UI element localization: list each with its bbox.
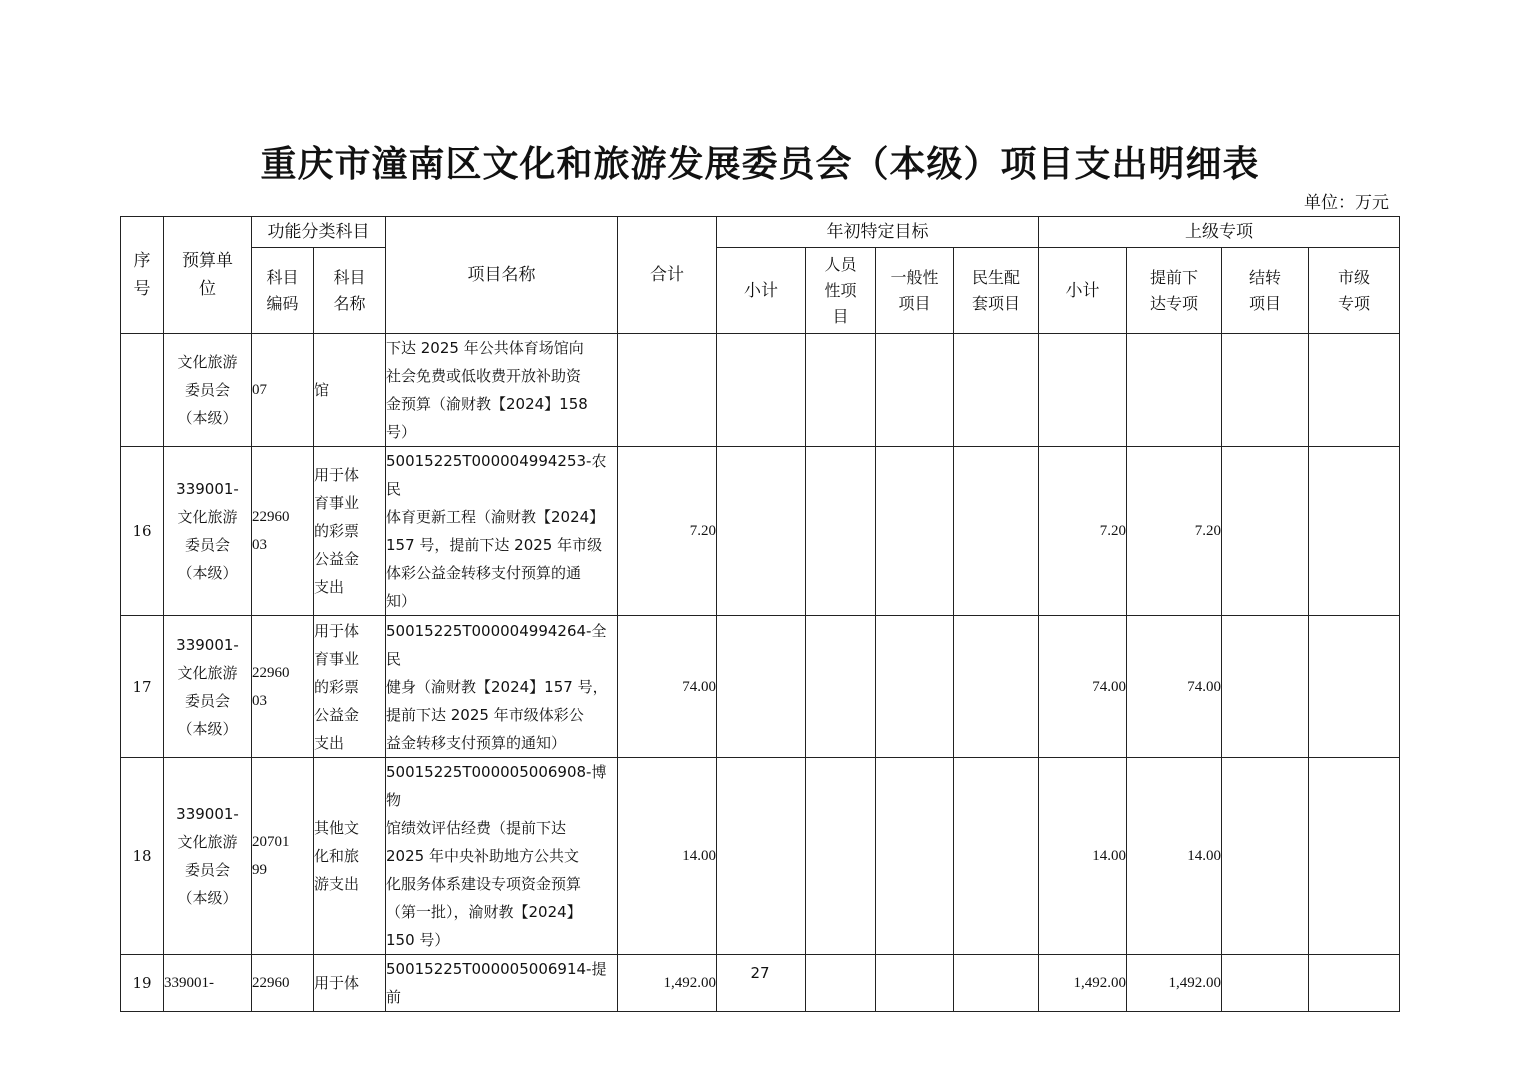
header-livelihood: 民生配 套项目 [954,248,1039,334]
header-row-2 [121,248,1400,334]
cell-superior-subtotal: 1,492.00 [1039,955,1127,1012]
cell-category: 其他文 化和旅 游支出 [314,758,386,955]
cell-carryover [1222,447,1309,616]
header-project-name: 项目名称 [386,217,618,334]
table-row [121,447,1400,616]
header-city: 市级 专项 [1309,248,1400,334]
cell-unit: 文化旅游 委员会 （本级） [164,334,252,447]
cell-personnel [806,758,876,955]
cell-advance [1127,334,1222,447]
cell-seq: 19 [121,955,164,1012]
header-total: 合计 [618,217,717,334]
header-seq: 序 号 [121,217,164,334]
cell-advance: 74.00 [1127,616,1222,758]
table-row [121,616,1400,758]
cell-code: 22960 03 [252,616,314,758]
cell-seq [121,334,164,447]
cell-seq: 18 [121,758,164,955]
cell-superior-subtotal [1039,334,1127,447]
cell-unit: 339001- [164,955,252,1012]
cell-personnel [806,334,876,447]
cell-category: 用于体 育事业 的彩票 公益金 支出 [314,616,386,758]
cell-general [876,616,954,758]
cell-annual-subtotal [717,334,806,447]
cell-code: 22960 03 [252,447,314,616]
header-function-group: 功能分类科目 [252,217,386,248]
cell-advance: 1,492.00 [1127,955,1222,1012]
cell-unit: 339001- 文化旅游 委员会 （本级） [164,447,252,616]
cell-advance: 7.20 [1127,447,1222,616]
cell-code: 20701 99 [252,758,314,955]
cell-unit: 339001- 文化旅游 委员会 （本级） [164,616,252,758]
cell-carryover [1222,616,1309,758]
cell-general [876,758,954,955]
header-advance: 提前下 达专项 [1127,248,1222,334]
cell-city [1309,334,1400,447]
page-title: 重庆市潼南区文化和旅游发展委员会（本级）项目支出明细表 [260,144,1260,185]
cell-total [618,334,717,447]
cell-livelihood [954,447,1039,616]
table-row [121,334,1400,447]
cell-city [1309,758,1400,955]
cell-advance: 14.00 [1127,758,1222,955]
cell-unit: 339001- 文化旅游 委员会 （本级） [164,758,252,955]
header-subject-name: 科目 名称 [314,248,386,334]
cell-superior-subtotal: 7.20 [1039,447,1127,616]
cell-total: 74.00 [618,616,717,758]
cell-code: 07 [252,334,314,447]
cell-carryover [1222,334,1309,447]
cell-seq: 17 [121,616,164,758]
cell-personnel [806,447,876,616]
cell-carryover [1222,758,1309,955]
header-row-1 [121,217,1400,248]
cell-city [1309,616,1400,758]
cell-livelihood [954,758,1039,955]
table-row [121,758,1400,955]
header-superior-group: 上级专项 [1039,217,1400,248]
header-unit: 预算单 位 [164,217,252,334]
cell-project: 50015225T000005006914-提前 [386,955,618,1012]
cell-category: 用于体 [314,955,386,1012]
header-subject-code: 科目 编码 [252,248,314,334]
header-annual-group: 年初特定目标 [717,217,1039,248]
cell-seq: 16 [121,447,164,616]
cell-annual-subtotal [717,616,806,758]
cell-code: 22960 [252,955,314,1012]
cell-annual-subtotal [717,447,806,616]
cell-total: 7.20 [618,447,717,616]
unit-label: 单位：万元 [1304,193,1389,213]
page-number: 27 [750,964,770,982]
cell-project: 50015225T000005006908-博物 馆绩效评估经费（提前下达 2025 年中央补助地方公共文 化服务体系建设专项资金预算 （第一批），渝财教【2024】 150 号） [386,758,618,955]
header-personnel: 人员 性项 目 [806,248,876,334]
cell-superior-subtotal: 74.00 [1039,616,1127,758]
cell-livelihood [954,334,1039,447]
cell-project: 下达 2025 年公共体育场馆向 社会免费或低收费开放补助资 金预算（渝财教【2024】158 号） [386,334,618,447]
cell-annual-subtotal [717,758,806,955]
cell-project: 50015225T000004994253-农民 体育更新工程（渝财教【2024】 157 号，提前下达 2025 年市级 体彩公益金转移支付预算的通 知） [386,447,618,616]
cell-general [876,334,954,447]
header-general: 一般性 项目 [876,248,954,334]
cell-superior-subtotal: 14.00 [1039,758,1127,955]
header-superior-subtotal: 小计 [1039,248,1127,334]
cell-livelihood [954,616,1039,758]
cell-total: 14.00 [618,758,717,955]
cell-total: 1,492.00 [618,955,717,1012]
cell-city [1309,447,1400,616]
cell-category: 馆 [314,334,386,447]
budget-table [120,216,1400,1012]
header-annual-subtotal: 小计 [717,248,806,334]
cell-category: 用于体 育事业 的彩票 公益金 支出 [314,447,386,616]
cell-project: 50015225T000004994264-全民 健身（渝财教【2024】157 号， 提前下达 2025 年市级体彩公 益金转移支付预算的通知） [386,616,618,758]
header-carryover: 结转 项目 [1222,248,1309,334]
cell-personnel [806,616,876,758]
cell-general [876,447,954,616]
